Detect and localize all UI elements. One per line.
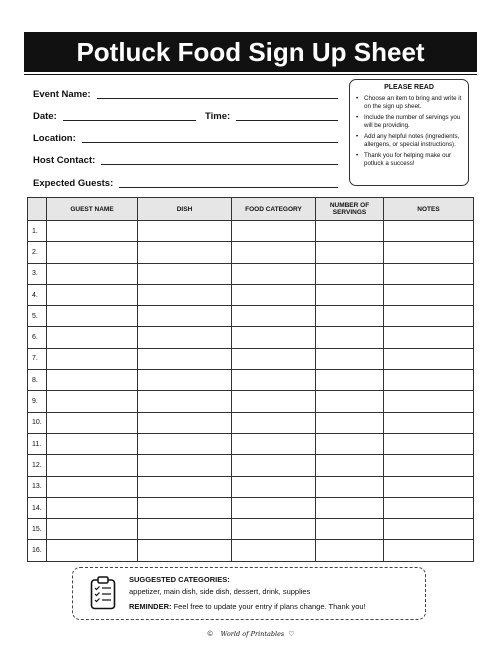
date-field bbox=[33, 108, 196, 122]
please-read-item: • Include the number of servings you will be providing. bbox=[355, 114, 463, 130]
servings-cell[interactable] bbox=[316, 284, 384, 305]
categories-text bbox=[129, 574, 366, 613]
servings-cell[interactable] bbox=[316, 497, 384, 518]
table-row bbox=[28, 284, 474, 305]
table-row bbox=[28, 433, 474, 454]
food-category-cell[interactable] bbox=[232, 455, 316, 476]
event-name-line[interactable] bbox=[97, 98, 338, 99]
dish-cell[interactable] bbox=[138, 327, 232, 348]
food-category-cell[interactable] bbox=[232, 348, 316, 369]
food-category-cell[interactable] bbox=[232, 284, 316, 305]
row-number: 15. bbox=[28, 519, 47, 540]
servings-cell[interactable] bbox=[316, 370, 384, 391]
table-row bbox=[28, 519, 474, 540]
notes-header: NOTES bbox=[384, 198, 474, 221]
notes-cell[interactable] bbox=[384, 263, 474, 284]
guest-name-cell[interactable] bbox=[47, 370, 138, 391]
dish-cell[interactable] bbox=[138, 433, 232, 454]
servings-cell[interactable] bbox=[316, 519, 384, 540]
food-category-cell[interactable] bbox=[232, 497, 316, 518]
location-label: Location: bbox=[33, 133, 76, 144]
servings-cell[interactable] bbox=[316, 455, 384, 476]
please-read-heading: PLEASE READ bbox=[384, 84, 434, 91]
please-read-list bbox=[355, 95, 463, 168]
please-read-item: • Choose an item to bring and write it on the sign up sheet. bbox=[355, 95, 463, 111]
host-contact-field bbox=[33, 152, 338, 166]
date-label: Date: bbox=[33, 111, 57, 122]
servings-cell[interactable] bbox=[316, 412, 384, 433]
notes-cell[interactable] bbox=[384, 284, 474, 305]
notes-cell[interactable] bbox=[384, 540, 474, 561]
signup-table bbox=[27, 197, 474, 562]
servings-cell[interactable] bbox=[316, 476, 384, 497]
table-header-row bbox=[28, 198, 474, 221]
row-number: 6. bbox=[28, 327, 47, 348]
time-field bbox=[205, 108, 338, 122]
guest-name-cell[interactable] bbox=[47, 497, 138, 518]
row-number: 14. bbox=[28, 497, 47, 518]
location-line[interactable] bbox=[82, 142, 338, 143]
dish-header: DISH bbox=[138, 198, 232, 221]
dish-cell[interactable] bbox=[138, 370, 232, 391]
event-name-label: Event Name: bbox=[33, 89, 91, 100]
servings-cell[interactable] bbox=[316, 263, 384, 284]
categories-heading: SUGGESTED CATEGORIES: bbox=[129, 575, 230, 584]
guest-name-header: GUEST NAME bbox=[47, 198, 138, 221]
guest-name-cell[interactable] bbox=[47, 327, 138, 348]
guest-name-cell[interactable] bbox=[47, 221, 138, 242]
table-row bbox=[28, 263, 474, 284]
row-number: 13. bbox=[28, 476, 47, 497]
expected-guests-line[interactable] bbox=[119, 187, 338, 188]
notes-cell[interactable] bbox=[384, 327, 474, 348]
row-number: 5. bbox=[28, 306, 47, 327]
servings-cell[interactable] bbox=[316, 391, 384, 412]
event-name-field bbox=[33, 86, 338, 100]
notes-cell[interactable] bbox=[384, 519, 474, 540]
notes-cell[interactable] bbox=[384, 391, 474, 412]
location-field bbox=[33, 130, 338, 144]
table-row bbox=[28, 476, 474, 497]
row-number: 1. bbox=[28, 221, 47, 242]
food-category-cell[interactable] bbox=[232, 433, 316, 454]
guest-name-cell[interactable] bbox=[47, 348, 138, 369]
dish-cell[interactable] bbox=[138, 391, 232, 412]
table-row bbox=[28, 370, 474, 391]
notes-cell[interactable] bbox=[384, 455, 474, 476]
page-title: Potluck Food Sign Up Sheet bbox=[24, 32, 477, 72]
guest-name-cell[interactable] bbox=[47, 476, 138, 497]
servings-cell[interactable] bbox=[316, 306, 384, 327]
food-category-cell[interactable] bbox=[232, 519, 316, 540]
please-read-item: • Add any helpful notes (ingredients, allergens, or special instructions). bbox=[355, 133, 463, 149]
food-category-cell[interactable] bbox=[232, 327, 316, 348]
guest-name-cell[interactable] bbox=[47, 306, 138, 327]
notes-cell[interactable] bbox=[384, 370, 474, 391]
notes-cell[interactable] bbox=[384, 433, 474, 454]
notes-cell[interactable] bbox=[384, 476, 474, 497]
please-read-item: • Thank you for helping make our potluck a success! bbox=[355, 152, 463, 168]
dish-cell[interactable] bbox=[138, 497, 232, 518]
copyright-symbol: © bbox=[207, 631, 213, 638]
categories-list: appetizer, main dish, side dish, dessert, drink, supplies bbox=[129, 587, 311, 596]
row-number: 4. bbox=[28, 284, 47, 305]
table-row bbox=[28, 497, 474, 518]
row-number-header bbox=[28, 198, 47, 221]
table-row bbox=[28, 455, 474, 476]
notes-cell[interactable] bbox=[384, 221, 474, 242]
row-number: 3. bbox=[28, 263, 47, 284]
dish-cell[interactable] bbox=[138, 519, 232, 540]
guest-name-cell[interactable] bbox=[47, 284, 138, 305]
servings-cell[interactable] bbox=[316, 242, 384, 263]
guest-name-cell[interactable] bbox=[47, 391, 138, 412]
dish-cell[interactable] bbox=[138, 348, 232, 369]
food-category-cell[interactable] bbox=[232, 306, 316, 327]
categories-box bbox=[72, 567, 426, 620]
clipboard-checklist-icon bbox=[90, 576, 116, 610]
footer bbox=[0, 630, 502, 638]
food-category-cell[interactable] bbox=[232, 263, 316, 284]
dish-cell[interactable] bbox=[138, 476, 232, 497]
table-row bbox=[28, 348, 474, 369]
date-line[interactable] bbox=[63, 120, 196, 121]
reminder-line bbox=[129, 601, 366, 613]
row-number: 11. bbox=[28, 433, 47, 454]
servings-cell[interactable] bbox=[316, 348, 384, 369]
expected-guests-label: Expected Guests: bbox=[33, 178, 114, 189]
servings-cell[interactable] bbox=[316, 327, 384, 348]
table-row bbox=[28, 412, 474, 433]
food-category-cell[interactable] bbox=[232, 242, 316, 263]
servings-header bbox=[316, 198, 384, 221]
guest-name-cell[interactable] bbox=[47, 433, 138, 454]
food-category-header: FOOD CATEGORY bbox=[232, 198, 316, 221]
please-read-box bbox=[349, 79, 469, 186]
row-number: 2. bbox=[28, 242, 47, 263]
table-row bbox=[28, 306, 474, 327]
dish-cell[interactable] bbox=[138, 284, 232, 305]
guest-name-cell[interactable] bbox=[47, 455, 138, 476]
food-category-cell[interactable] bbox=[232, 412, 316, 433]
table-row bbox=[28, 540, 474, 561]
table-row bbox=[28, 391, 474, 412]
row-number: 9. bbox=[28, 391, 47, 412]
dish-cell[interactable] bbox=[138, 306, 232, 327]
notes-cell[interactable] bbox=[384, 497, 474, 518]
time-line[interactable] bbox=[236, 120, 338, 121]
row-number: 10. bbox=[28, 412, 47, 433]
food-category-cell[interactable] bbox=[232, 540, 316, 561]
table-body bbox=[28, 221, 474, 562]
reminder-label: REMINDER: bbox=[129, 602, 172, 611]
servings-cell[interactable] bbox=[316, 433, 384, 454]
expected-guests-field bbox=[33, 175, 338, 189]
guest-name-cell[interactable] bbox=[47, 519, 138, 540]
dish-cell[interactable] bbox=[138, 540, 232, 561]
guest-name-cell[interactable] bbox=[47, 412, 138, 433]
host-contact-line[interactable] bbox=[101, 164, 338, 165]
servings-header-label: NUMBER OF SERVINGS bbox=[329, 202, 370, 216]
row-number: 7. bbox=[28, 348, 47, 369]
guest-name-cell[interactable] bbox=[47, 242, 138, 263]
food-category-cell[interactable] bbox=[232, 221, 316, 242]
row-number: 16. bbox=[28, 540, 47, 561]
food-category-cell[interactable] bbox=[232, 476, 316, 497]
dish-cell[interactable] bbox=[138, 455, 232, 476]
title-divider bbox=[24, 74, 477, 75]
notes-cell[interactable] bbox=[384, 242, 474, 263]
dish-cell[interactable] bbox=[138, 242, 232, 263]
guest-name-cell[interactable] bbox=[47, 540, 138, 561]
notes-cell[interactable] bbox=[384, 348, 474, 369]
food-category-cell[interactable] bbox=[232, 391, 316, 412]
heart-icon: ♡ bbox=[288, 631, 295, 638]
table-row bbox=[28, 327, 474, 348]
table-row bbox=[28, 242, 474, 263]
host-contact-label: Host Contact: bbox=[33, 155, 96, 166]
reminder-text: Feel free to update your entry if plans change. Thank you! bbox=[173, 602, 366, 611]
dish-cell[interactable] bbox=[138, 263, 232, 284]
notes-cell[interactable] bbox=[384, 412, 474, 433]
dish-cell[interactable] bbox=[138, 412, 232, 433]
servings-cell[interactable] bbox=[316, 540, 384, 561]
row-number: 8. bbox=[28, 370, 47, 391]
dish-cell[interactable] bbox=[138, 221, 232, 242]
time-label: Time: bbox=[205, 111, 231, 122]
row-number: 12. bbox=[28, 455, 47, 476]
food-category-cell[interactable] bbox=[232, 370, 316, 391]
guest-name-cell[interactable] bbox=[47, 263, 138, 284]
notes-cell[interactable] bbox=[384, 306, 474, 327]
servings-cell[interactable] bbox=[316, 221, 384, 242]
brand-name: World of Printables bbox=[220, 630, 285, 638]
table-row bbox=[28, 221, 474, 242]
